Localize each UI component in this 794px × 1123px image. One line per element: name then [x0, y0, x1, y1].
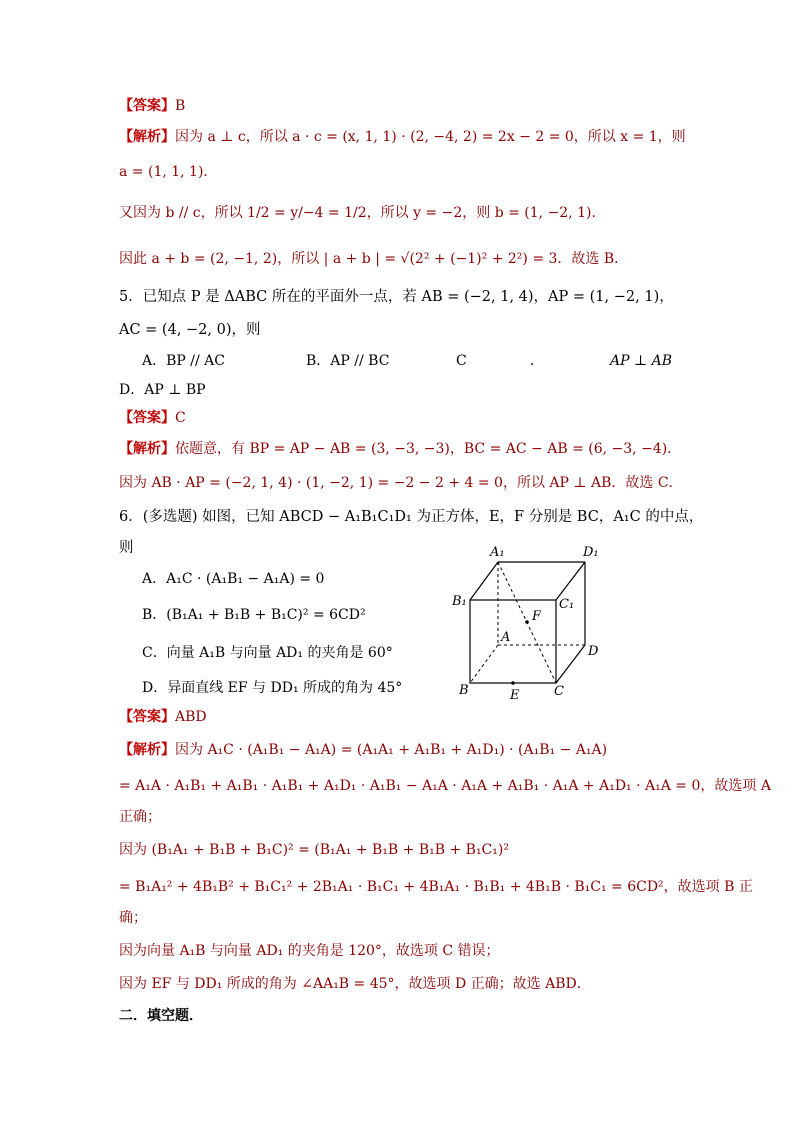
- q6-option-c: C．向量 A₁B 与向量 AD₁ 的夹角是 60°: [142, 645, 393, 661]
- q5-analysis-line-2: 因为 AB · AP = (−2, 1, 4) · (1, −2, 1) = −2 − 2 + 4 = 0，所以 AP ⊥ AB．故选 C．: [119, 475, 683, 491]
- point-f: [525, 620, 529, 624]
- answer-label: 【答案】: [119, 98, 175, 114]
- label-b1: B₁: [452, 594, 467, 609]
- q4-analysis-line-3: 又因为 b // c，所以 1/2 = y/−4 = 1/2，所以 y = −2，则 b = (1, −2, 1)．: [119, 205, 606, 221]
- answer-value: ABD: [175, 709, 207, 725]
- front-face: [470, 600, 556, 683]
- edge-d1-c1: [556, 562, 585, 600]
- analysis-text: 因为 a ⊥ c，所以 a · c = (x, 1, 1) · (2, −4, 2) = 2x − 2 = 0，所以 x = 1，则: [175, 129, 686, 145]
- q5-analysis-line-1: [119, 440, 681, 458]
- cube-diagram: [450, 540, 610, 705]
- q6-analysis-line-2: = A₁A · A₁B₁ + A₁B₁ · A₁B₁ + A₁D₁ · A₁B₁ − A₁A · A₁A + A₁B₁ · A₁A + A₁D₁ · A₁A = 0，故选项 A: [119, 778, 771, 794]
- q4-answer-line: [119, 97, 185, 115]
- q5-option-c-dot: ．: [530, 353, 544, 369]
- answer-label: 【答案】: [119, 709, 175, 725]
- q4-analysis-line-2: a = (1, 1, 1)．: [119, 164, 218, 180]
- label-a: A: [501, 630, 511, 645]
- q6-stem-line-1: 6．(多选题) 如图，已知 ABCD − A₁B₁C₁D₁ 为正方体，E，F 分别是 BC，A₁C 的中点，: [119, 509, 704, 525]
- q5-stem-line-2: AC = (4, −2, 0)，则: [119, 322, 261, 338]
- analysis-label: 【解析】: [119, 129, 175, 145]
- label-c: C: [554, 684, 564, 699]
- q6-analysis-line-8: 因为 EF 与 DD₁ 所成的角为 ∠AA₁B = 45°，故选项 D 正确；故选 ABD．: [119, 976, 591, 992]
- answer-value: C: [175, 410, 186, 426]
- label-a1: A₁: [490, 545, 505, 560]
- q6-stem-line-2: 则: [119, 540, 134, 556]
- label-b: B: [459, 683, 469, 698]
- label-d: D: [588, 644, 599, 659]
- edge-a-b: [470, 645, 498, 683]
- q6-option-a: A．A₁C · (A₁B₁ − A₁A) = 0: [142, 571, 325, 587]
- q5-option-d: D．AP ⊥ BP: [119, 382, 206, 398]
- q5-answer-line: [119, 409, 186, 427]
- q6-analysis-line-6: 确；: [119, 910, 147, 926]
- label-c1: C₁: [559, 597, 575, 612]
- q6-analysis-line-4: 因为 (B₁A₁ + B₁B + B₁C)² = (B₁A₁ + B₁B + B₁B + B₁C₁)²: [119, 842, 509, 858]
- q6-analysis-line-5: = B₁A₁² + 4B₁B² + B₁C₁² + 2B₁A₁ · B₁C₁ + 4B₁A₁ · B₁B₁ + 4B₁B · B₁C₁ = 6CD²，故选项 B 正: [119, 879, 753, 895]
- q4-analysis-line-4: 因此 a + b = (2, −1, 2)，所以 | a + b | = √(2² + (−1)² + 2²) = 3．故选 B．: [119, 251, 629, 267]
- analysis-text: 因为 A₁C · (A₁B₁ − A₁A) = (A₁A₁ + A₁B₁ + A₁D₁) · (A₁B₁ − A₁A): [175, 742, 608, 758]
- analysis-label: 【解析】: [119, 441, 175, 457]
- q5-option-c-text: AP ⊥ AB: [610, 353, 672, 369]
- q5-option-c-letter: C: [456, 353, 467, 369]
- analysis-label: 【解析】: [119, 742, 175, 758]
- label-f: F: [532, 609, 542, 624]
- q5-stem-line-1: 5．已知点 P 是 ΔABC 所在的平面外一点，若 AB = (−2, 1, 4)，AP = (1, −2, 1)，: [119, 289, 674, 305]
- q6-answer-line: [119, 708, 207, 726]
- q5-option-a: A．BP // AC: [142, 353, 225, 369]
- q4-analysis-line-1: [119, 128, 686, 146]
- q6-analysis-line-1: [119, 741, 607, 759]
- section-heading: 二．填空题．: [119, 1008, 203, 1024]
- label-d1: D₁: [583, 545, 599, 560]
- label-e: E: [510, 688, 520, 703]
- q6-analysis-line-7: 因为向量 A₁B 与向量 AD₁ 的夹角是 120°，故选项 C 错误；: [119, 943, 500, 959]
- point-e: [511, 681, 515, 685]
- q6-option-d: D．异面直线 EF 与 DD₁ 所成的角为 45°: [142, 680, 403, 696]
- analysis-text: 依题意，有 BP = AP − AB = (3, −3, −3)，BC = AC − AB = (6, −3, −4)．: [175, 441, 682, 457]
- answer-label: 【答案】: [119, 410, 175, 426]
- answer-value: B: [175, 98, 186, 114]
- edge-a1-b1: [470, 562, 498, 600]
- q5-option-b: B．AP // BC: [306, 353, 390, 369]
- edge-d-c: [556, 645, 585, 683]
- q6-analysis-line-3: 正确；: [119, 809, 161, 825]
- q6-option-b: B．(B₁A₁ + B₁B + B₁C)² = 6CD²: [142, 607, 366, 623]
